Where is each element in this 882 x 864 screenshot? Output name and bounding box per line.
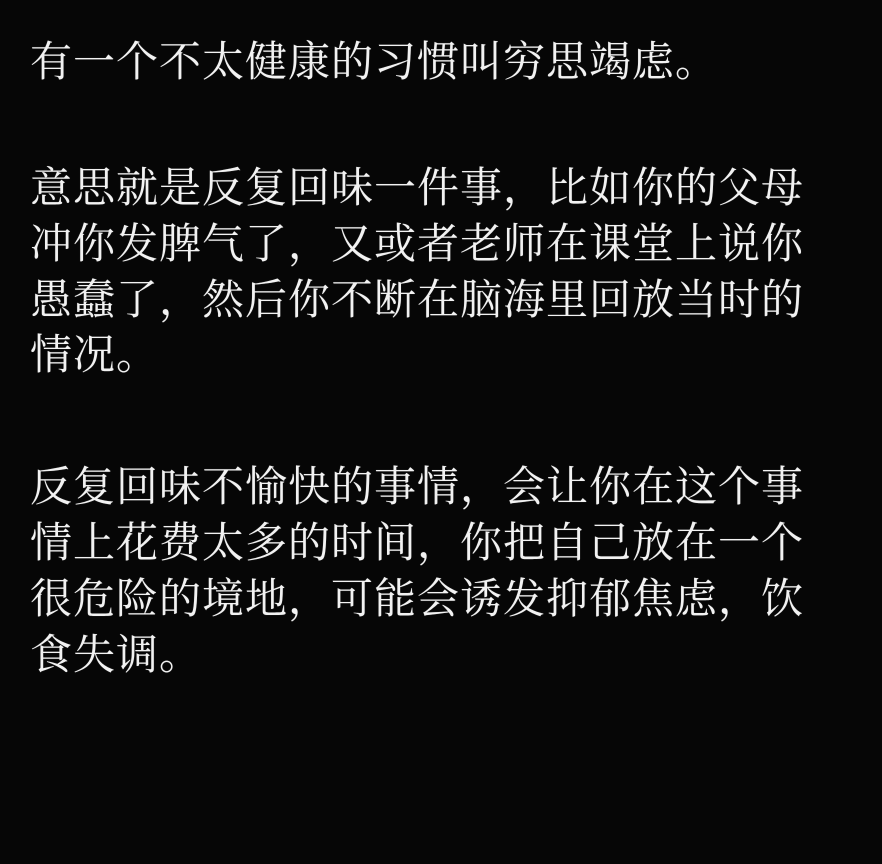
- paragraph-2: 意思就是反复回味一件事，比如你的父母冲你发脾气了，又或者老师在课堂上说你愚蠢了，然后你不断在脑海里回放当时的情况。: [30, 162, 805, 380]
- paragraph-3: 反复回味不愉快的事情，会让你在这个事情上花费太多的时间，你把自己放在一个很危险的境地，可能会诱发抑郁焦虑，饮食失调。: [30, 462, 805, 679]
- paragraph-1: 有一个不太健康的习惯叫穷思竭虑。: [30, 37, 719, 86]
- article-body: [30, 34, 842, 683]
